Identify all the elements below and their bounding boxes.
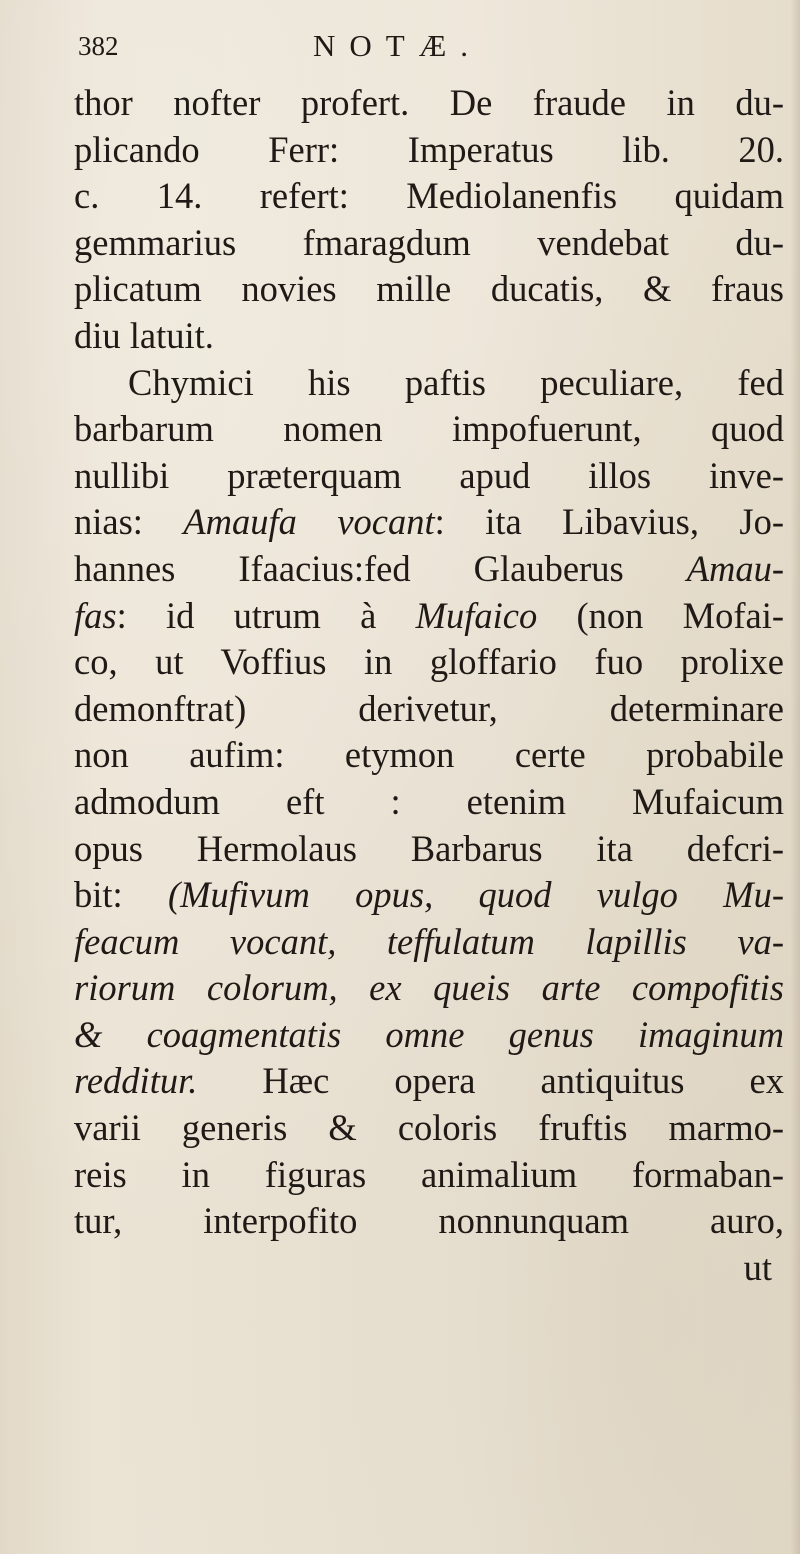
running-head: NOTÆ. (313, 28, 483, 63)
text-line: demonftrat) derivetur, determinare (74, 687, 784, 729)
text-line: admodum eft : etenim Mufaicum (74, 780, 784, 822)
text-line: plicatum novies mille ducatis, & fraus (74, 268, 784, 310)
text-line: nias: Amaufa vocant: ita Libavius, Jo- (74, 501, 785, 543)
text-line: thor nofter profert. De fraude in du- (74, 82, 784, 123)
text-line: tur, interpofito nonnunquam auro, (74, 1200, 784, 1242)
text-line: redditur. Hæc opera antiquitus ex (74, 1060, 784, 1102)
text-line: diu latuit. (74, 314, 214, 356)
text-line: feacum vocant, teffulatum lapillis va- (74, 920, 784, 962)
text-line: nullibi præterquam apud illos inve- (74, 454, 784, 496)
text-line: & coagmentatis omne genus imaginum (74, 1013, 784, 1055)
text-line: varii generis & coloris fruftis marmo- (74, 1107, 784, 1149)
text-line: fas: id utrum à Mufaico (non Mofai- (74, 594, 784, 636)
body-text (74, 80, 784, 1291)
text-line: reis in figuras animalium formaban- (74, 1153, 784, 1195)
text-line: co, ut Voffius in gloffario fuo prolixe (74, 641, 784, 683)
text-line: gemmarius fmaragdum vendebat du- (74, 221, 784, 263)
page-header (78, 20, 718, 72)
text-line: opus Hermolaus Barbarus ita defcri- (74, 827, 784, 869)
text-line: non aufim: etymon certe probabile (74, 734, 784, 776)
text-line: Chymici his paftis peculiare, fed (128, 361, 784, 403)
text-line: riorum colorum, ex queis arte compofitis (74, 967, 784, 1009)
text-line: bit: (Mufivum opus, quod vulgo Mu- (74, 874, 784, 916)
text-line: hannes Ifaacius:fed Glauberus Amau- (74, 547, 784, 589)
text-line: c. 14. refert: Mediolanenfis quidam (74, 175, 784, 217)
catchword: ut (743, 1246, 772, 1288)
page-edge-shadow (790, 0, 800, 1554)
text-line: barbarum nomen impofuerunt, quod (74, 408, 784, 450)
page-number: 382 (78, 31, 119, 61)
text-line: plicando Ferr: Imperatus lib. 20. (74, 128, 784, 170)
